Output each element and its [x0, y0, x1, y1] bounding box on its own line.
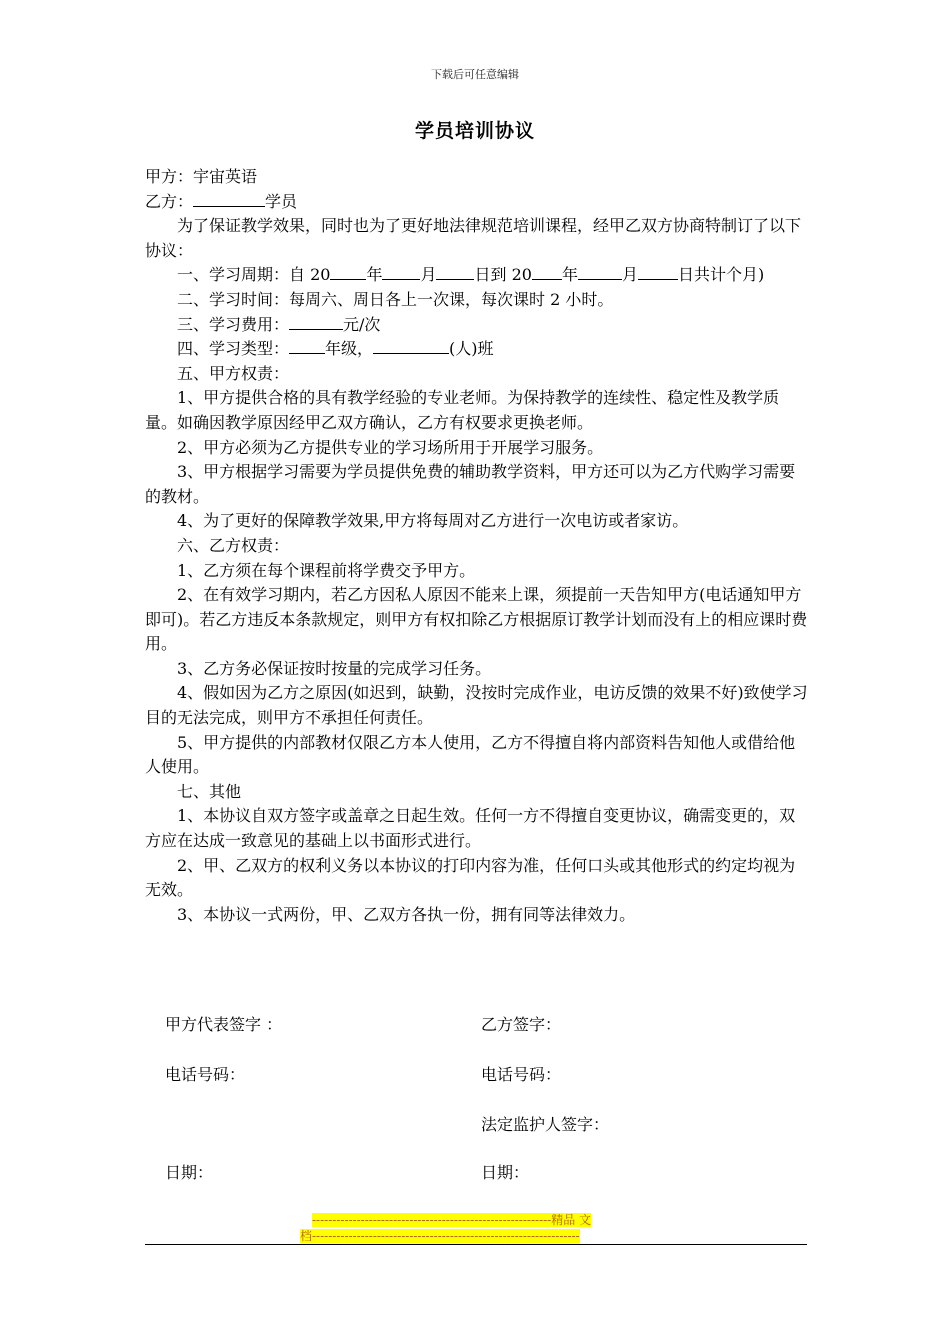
section7-item: 1、本协议自双方签字或盖章之日起生效。任何一方不得擅自变更协议，确需变更的，双方应在达成一致意见的基础上以书面形式进行。 [145, 806, 796, 851]
intro-paragraph: 为了保证教学效果，同时也为了更好地法律规范培训课程，经甲乙双方协商特制订了以下协议： [145, 216, 802, 260]
time-line: 二、学习时间：每周六、周日各上一次课，每次课时 2 小时。 [177, 289, 614, 309]
section6-item: 5、甲方提供的内部教材仅限乙方本人使用，乙方不得擅自将内部资料告知他人或借给他人使用。 [145, 732, 796, 777]
blank-grade [289, 337, 325, 354]
party-a-phone-label: 电话号码： [165, 1065, 246, 1084]
period-p3: 月 [420, 265, 437, 285]
section6-item: 4、假如因为乙方之原因(如迟到，缺勤，没按时完成作业，电访反馈的效果不好)致使学习目的无法完成，则甲方不承担任何责任。 [145, 683, 808, 728]
period-p2: 年 [366, 265, 383, 285]
period-p4: 日到 20 [474, 265, 532, 285]
fee-suffix: 元/次 [343, 314, 381, 334]
document-title: 学员培训协议 [414, 120, 535, 142]
blank-class-size [373, 337, 449, 354]
blank-start-day [436, 263, 474, 280]
section5-item: 4、为了更好的保障教学效果,甲方将每周对乙方进行一次电访或者家访。 [177, 511, 689, 531]
section5-item: 1、甲方提供合格的具有教学经验的专业老师。为保持教学的连续性、稳定性及教学质量。如确因教学原因经甲乙双方确认，乙方有权要求更换老师。 [145, 388, 780, 432]
party-a-signature-label: 甲方代表签字 ： [165, 1015, 283, 1034]
blank-start-year [330, 263, 366, 280]
footer-watermark [300, 1212, 650, 1244]
period-p5: 年 [561, 265, 578, 285]
party-b-signature-label: 乙方签字： [481, 1015, 562, 1034]
section6-item: 2、在有效学习期内，若乙方因私人原因不能来上课，须提前一天告知甲方(电话通知甲方即可)。若乙方违反本条款规定，则甲方有权扣除乙方根据原订教学计划而没有上的相应课时费用。 [145, 585, 808, 654]
party-a-line: 甲方：宇宙英语 [145, 167, 258, 186]
party-b-suffix: 学员 [265, 191, 298, 211]
section5-item: 2、甲方必须为乙方提供专业的学习场所用于开展学习服务。 [177, 437, 604, 457]
section6-item: 1、乙方须在每个课程前将学费交予甲方。 [177, 560, 476, 580]
blank-end-month [578, 263, 622, 280]
party-b-prefix: 乙方： [145, 191, 194, 211]
section6-item: 3、乙方务必保证按时按量的完成学习任务。 [177, 658, 492, 678]
footer-line-1: -----------------------------------------------------------精品 文 [312, 1213, 592, 1227]
type-mid: 年级， [325, 339, 374, 359]
blank-student-name [193, 190, 265, 207]
section5-title: 五、甲方权责： [177, 363, 290, 383]
party-b-line [145, 190, 808, 215]
blank-start-month [382, 263, 420, 280]
fee-prefix: 三、学习费用： [177, 314, 290, 334]
section6-title: 六、乙方权责： [177, 535, 290, 555]
blank-fee [289, 313, 343, 330]
section5-item: 3、甲方根据学习需要为学员提供免费的辅助教学资料，甲方还可以为乙方代购学习需要的教材。 [145, 462, 796, 506]
footer-line-2: 档------------------------------------------------------------------ [300, 1229, 580, 1243]
section7-item: 2、甲、乙双方的权利义务以本协议的打印内容为准，任何口头或其他形式的约定均视为无效。 [145, 855, 796, 900]
type-prefix: 四、学习类型： [177, 339, 290, 359]
period-p7: 日共计个月) [677, 265, 765, 285]
party-a-date-label: 日期： [165, 1163, 214, 1182]
footer-rule [145, 1244, 807, 1245]
section7-item: 3、本协议一式两份，甲、乙双方各执一份，拥有同等法律效力。 [177, 904, 636, 924]
blank-end-year [532, 263, 562, 280]
fee-line [145, 313, 808, 338]
agreement-body [145, 165, 808, 927]
period-p6: 月 [621, 265, 638, 285]
type-line [145, 337, 808, 362]
period-line [145, 263, 808, 288]
section7-title: 七、其他 [177, 781, 242, 801]
blank-end-day [638, 263, 678, 280]
party-b-phone-label: 电话号码： [481, 1065, 562, 1084]
period-p1: 一、学习周期：自 20 [177, 265, 331, 285]
type-suffix: (人)班 [449, 339, 494, 359]
guardian-signature-label: 法定监护人签字： [481, 1115, 610, 1134]
party-b-date-label: 日期： [481, 1163, 530, 1182]
header-note: 下载后可任意编辑 [431, 68, 519, 81]
